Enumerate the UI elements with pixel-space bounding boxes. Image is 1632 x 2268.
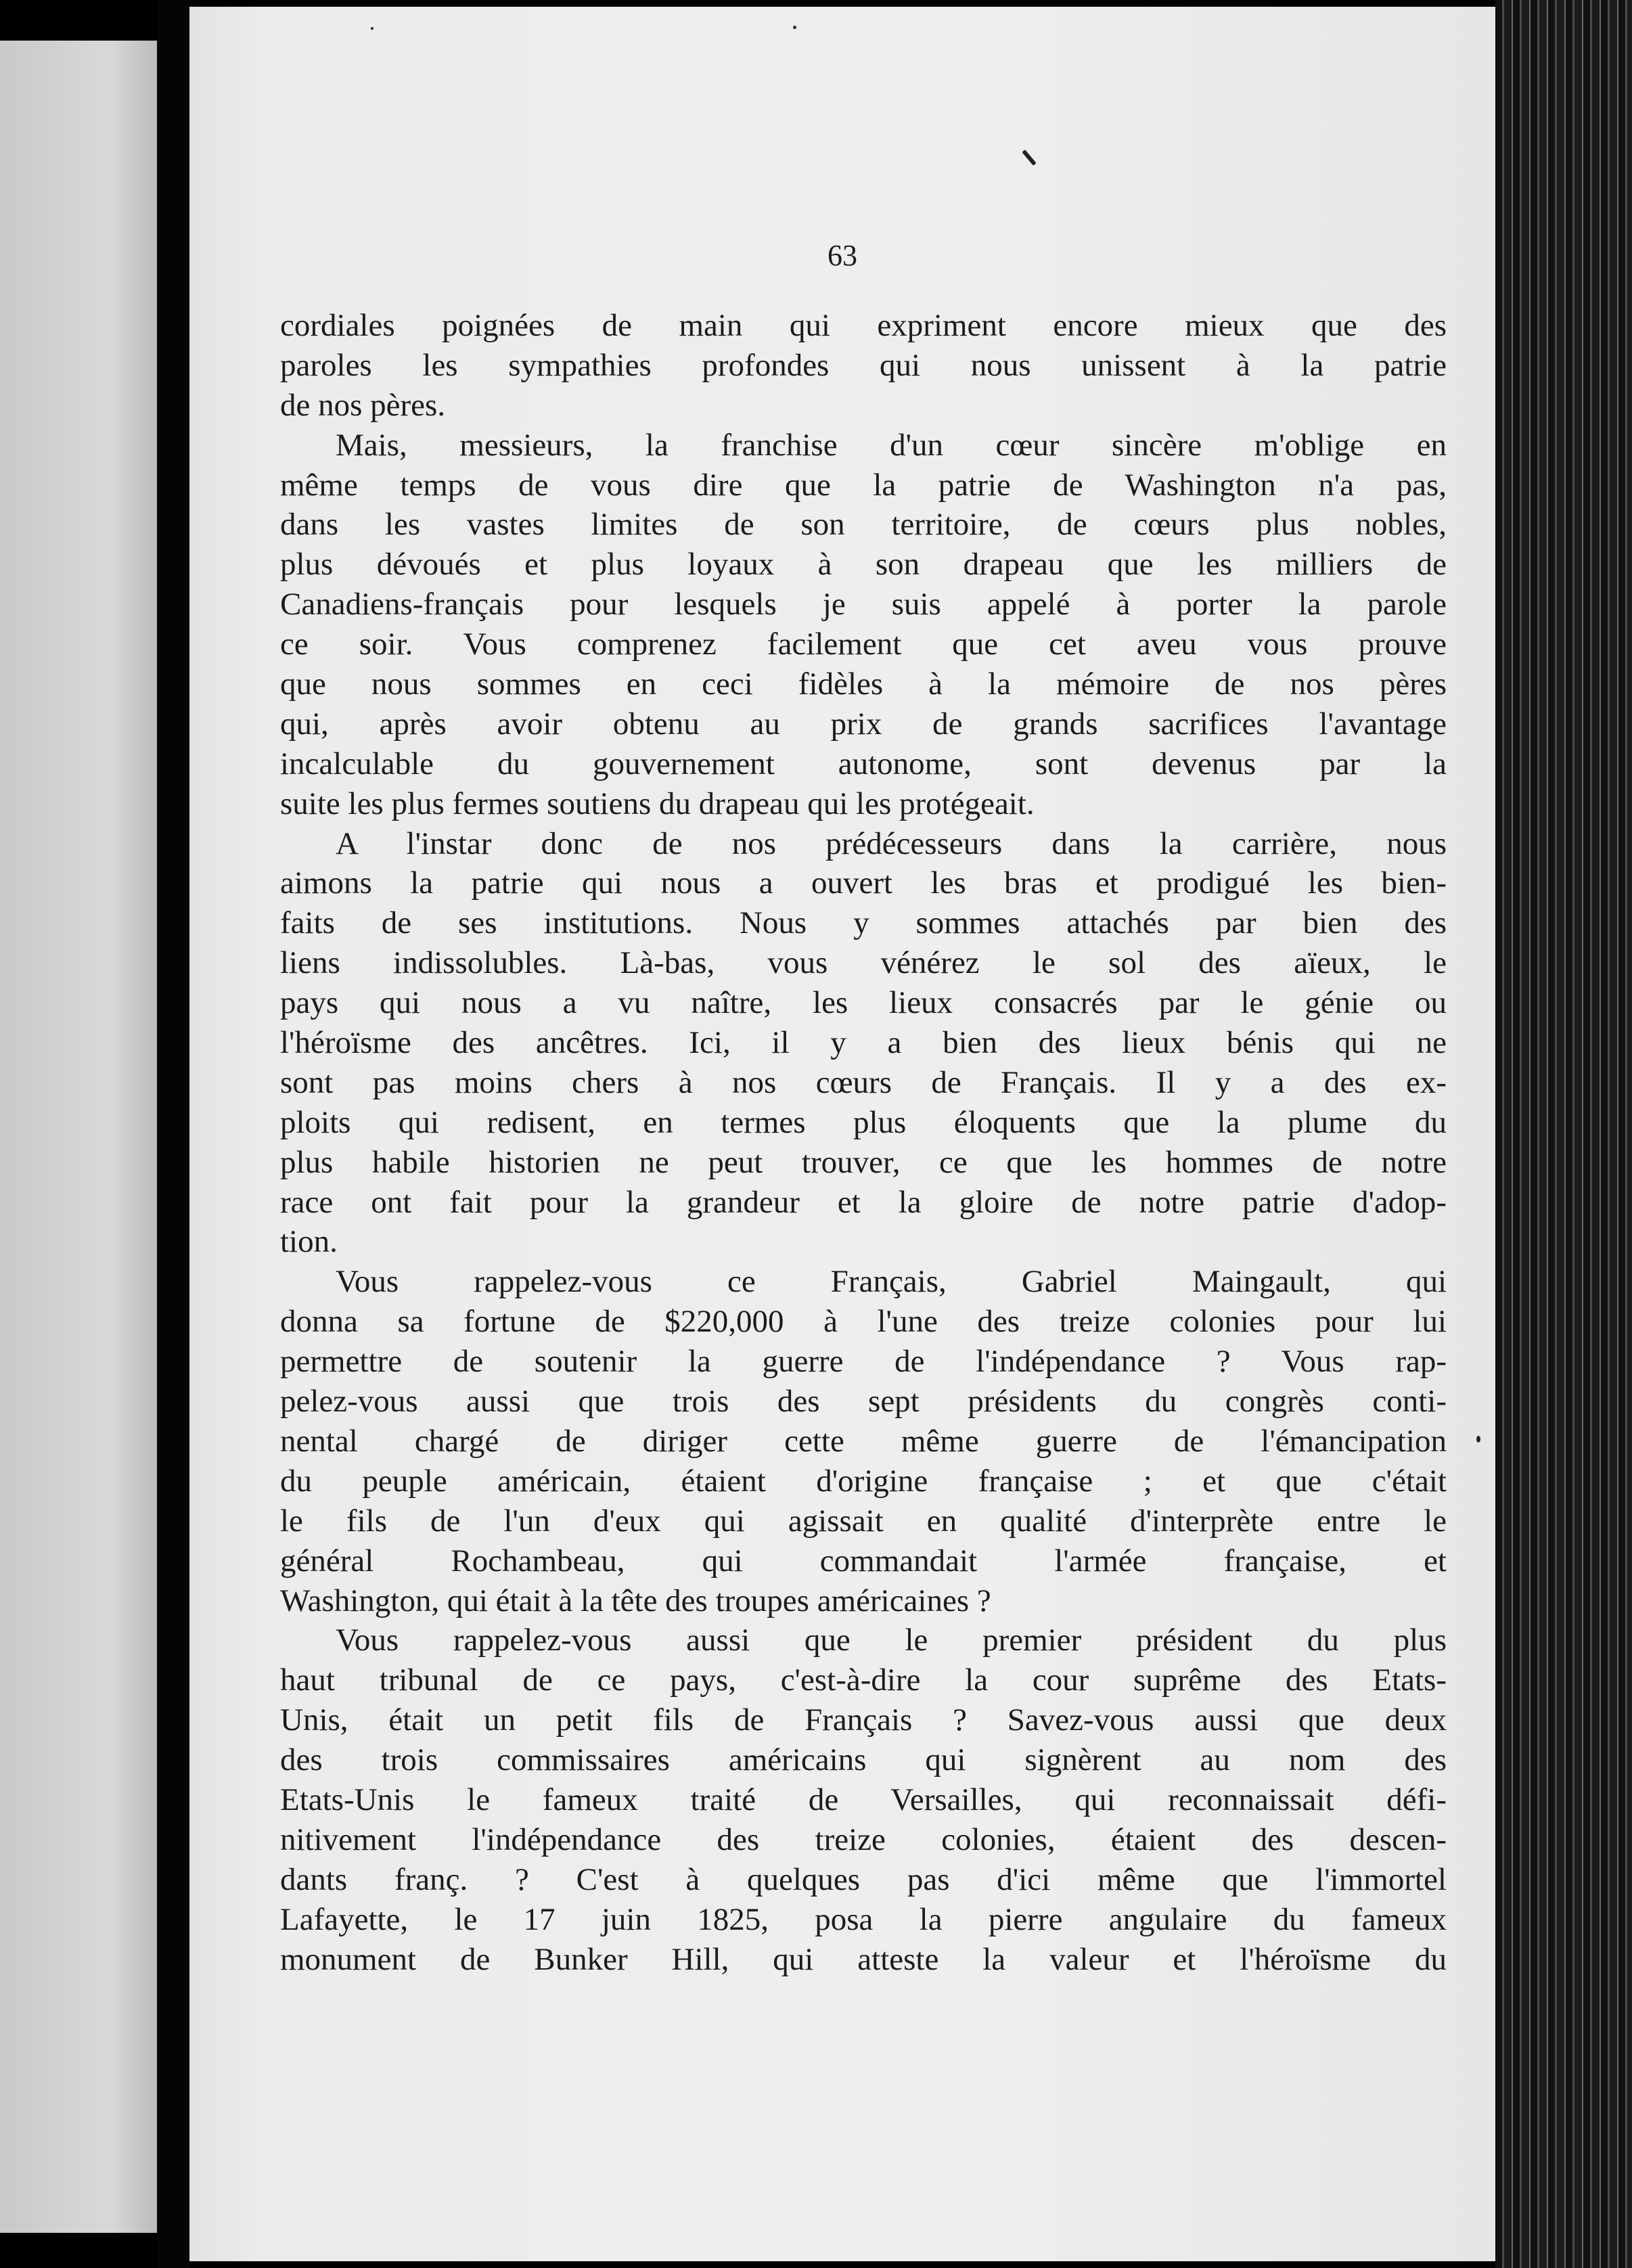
text-line: Unis, était un petit fils de Français ? Savez-vous aussi que deux	[280, 1702, 1447, 1738]
text-line: général Rochambeau, qui commandait l'armée française, et	[280, 1543, 1447, 1579]
dust-speck	[793, 26, 796, 29]
page-number: 63	[828, 239, 857, 272]
text-line: paroles les sympathies profondes qui nous unissent à la patrie	[280, 347, 1447, 383]
text-line: Washington, qui était à la tête des troupes américaines ?	[280, 1583, 991, 1618]
text-line: incalculable du gouvernement autonome, sont devenus par la	[280, 746, 1447, 781]
text-line: dans les vastes limites de son territoire, de cœurs plus nobles,	[280, 507, 1447, 543]
text-line: permettre de soutenir la guerre de l'indépendance ? Vous rap-	[280, 1344, 1447, 1380]
text-line: plus dévoués et plus loyaux à son drapeau que les milliers de	[280, 547, 1447, 583]
text-line: Vous rappelez-vous aussi que le premier président du plus	[336, 1623, 1447, 1658]
text-line: Vous rappelez-vous ce Français, Gabriel Maingault, qui	[336, 1264, 1447, 1300]
text-line: haut tribunal de ce pays, c'est-à-dire la cour suprême des Etats-	[280, 1662, 1447, 1698]
text-line: Lafayette, le 17 juin 1825, posa la pierre angulaire du fameux	[280, 1901, 1447, 1937]
dust-speck	[1476, 1436, 1480, 1443]
text-line: cordiales poignées de main qui expriment encore mieux que des	[280, 308, 1447, 343]
text-line: de nos pères.	[280, 387, 446, 423]
book-gutter	[157, 0, 189, 2268]
text-line: pays qui nous a vu naître, les lieux consacrés par le génie ou	[280, 985, 1447, 1021]
text-line: monument de Bunker Hill, qui atteste la valeur et l'héroïsme du	[280, 1941, 1447, 1977]
text-line: sont pas moins chers à nos cœurs de Français. Il y a des ex-	[280, 1064, 1447, 1100]
left-page-edge	[0, 41, 157, 2233]
book-page	[189, 7, 1495, 2261]
text-line: A l'instar donc de nos prédécesseurs dans la carrière, nous	[336, 825, 1447, 861]
text-line: Canadiens-français pour lesquels je suis appelé à porter la parole	[280, 587, 1447, 622]
text-line: suite les plus fermes soutiens du drapeau qui les protégeait.	[280, 786, 1035, 821]
text-line: Etats-Unis le fameux traité de Versailles, qui reconnaissait défi-	[280, 1782, 1447, 1817]
text-line: ploits qui redisent, en termes plus éloquents que la plume du	[280, 1104, 1447, 1140]
text-line: faits de ses institutions. Nous y sommes attachés par bien des	[280, 905, 1447, 941]
text-line: tion.	[280, 1224, 338, 1260]
text-line: dants franç. ? C'est à quelques pas d'ici même que l'immortel	[280, 1861, 1447, 1897]
text-line: que nous sommes en ceci fidèles à la mémoire de nos pères	[280, 666, 1447, 702]
text-line: qui, après avoir obtenu au prix de grands sacrifices l'avantage	[280, 706, 1447, 742]
text-line: donna sa fortune de $220,000 à l'une des treize colonies pour lui	[280, 1304, 1447, 1340]
dust-speck	[1022, 150, 1036, 166]
text-line: le fils de l'un d'eux qui agissait en qualité d'interprète entre le	[280, 1503, 1447, 1539]
text-line: l'héroïsme des ancêtres. Ici, il y a bien des lieux bénis qui ne	[280, 1025, 1447, 1061]
text-line: aimons la patrie qui nous a ouvert les bras et prodigué les bien-	[280, 865, 1447, 901]
text-line: ce soir. Vous comprenez facilement que cet aveu vous prouve	[280, 627, 1447, 662]
text-line: des trois commissaires américains qui signèrent au nom des	[280, 1742, 1447, 1778]
text-line: plus habile historien ne peut trouver, ce que les hommes de notre	[280, 1144, 1447, 1180]
text-line: race ont fait pour la grandeur et la gloire de notre patrie d'adop-	[280, 1184, 1447, 1220]
body-text	[280, 306, 1447, 1979]
page-edges	[1495, 0, 1632, 2268]
text-line: nitivement l'indépendance des treize colonies, étaient des descen-	[280, 1821, 1447, 1857]
text-line: du peuple américain, étaient d'origine française ; et que c'était	[280, 1463, 1447, 1499]
text-line: même temps de vous dire que la patrie de Washington n'a pas,	[280, 467, 1447, 503]
dust-speck	[371, 27, 373, 30]
text-line: pelez-vous aussi que trois des sept présidents du congrès conti-	[280, 1384, 1447, 1420]
text-line: Mais, messieurs, la franchise d'un cœur sincère m'oblige en	[336, 427, 1447, 463]
text-line: liens indissolubles. Là-bas, vous vénérez le sol des aïeux, le	[280, 945, 1447, 981]
text-line: nental chargé de diriger cette même guerre de l'émancipation	[280, 1423, 1447, 1459]
